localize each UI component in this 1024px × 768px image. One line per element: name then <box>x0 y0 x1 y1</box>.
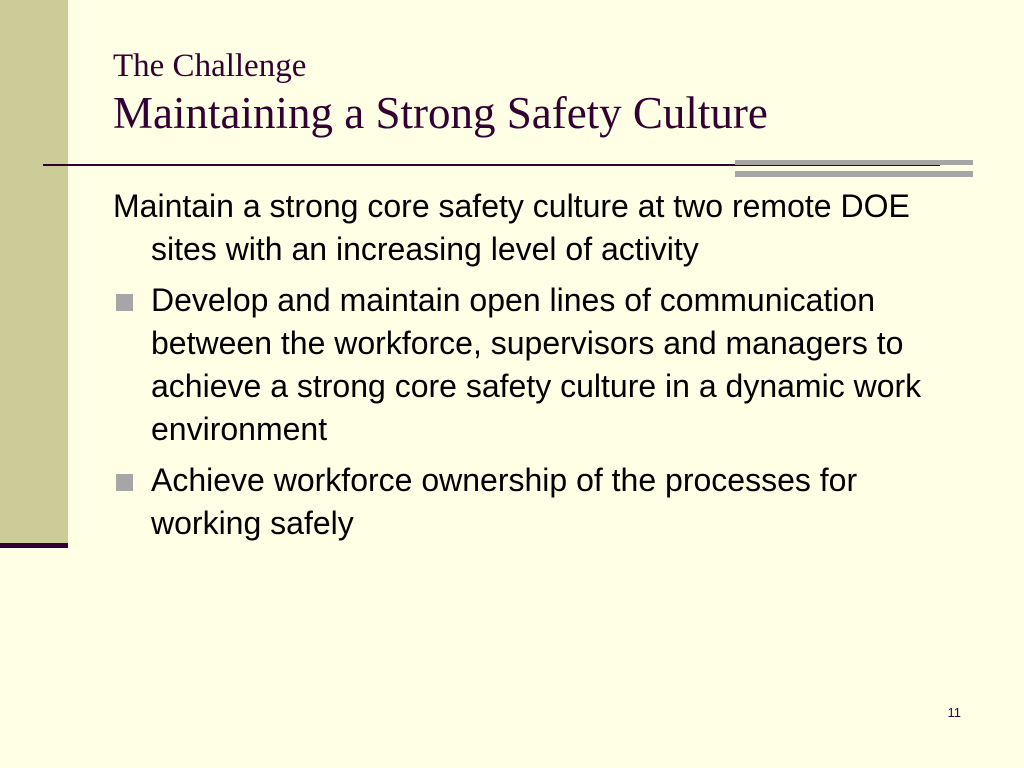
slide-title-line1: The Challenge <box>113 48 307 84</box>
slide-body <box>113 185 973 553</box>
square-bullet-icon <box>116 474 133 491</box>
left-accent-bar <box>0 0 68 543</box>
left-accent-underline <box>0 543 68 548</box>
list-item-text: Develop and maintain open lines of communication between the workforce, supervisors and managers to achieve a strong core safety culture in a dynamic work environment <box>151 282 922 447</box>
list-item <box>113 459 973 545</box>
list-item-text: Achieve workforce ownership of the processes for working safely <box>151 462 858 541</box>
page-number: 11 <box>947 705 961 720</box>
title-divider-accent-bottom <box>735 171 973 177</box>
square-bullet-icon <box>116 294 133 311</box>
body-intro: Maintain a strong core safety culture at two remote DOE sites with an increasing level of activity <box>113 188 910 267</box>
slide-title <box>113 46 993 140</box>
title-divider-accent-top <box>735 160 973 165</box>
list-item <box>113 279 973 451</box>
slide-title-line2: Maintaining a Strong Safety Culture <box>113 88 768 138</box>
